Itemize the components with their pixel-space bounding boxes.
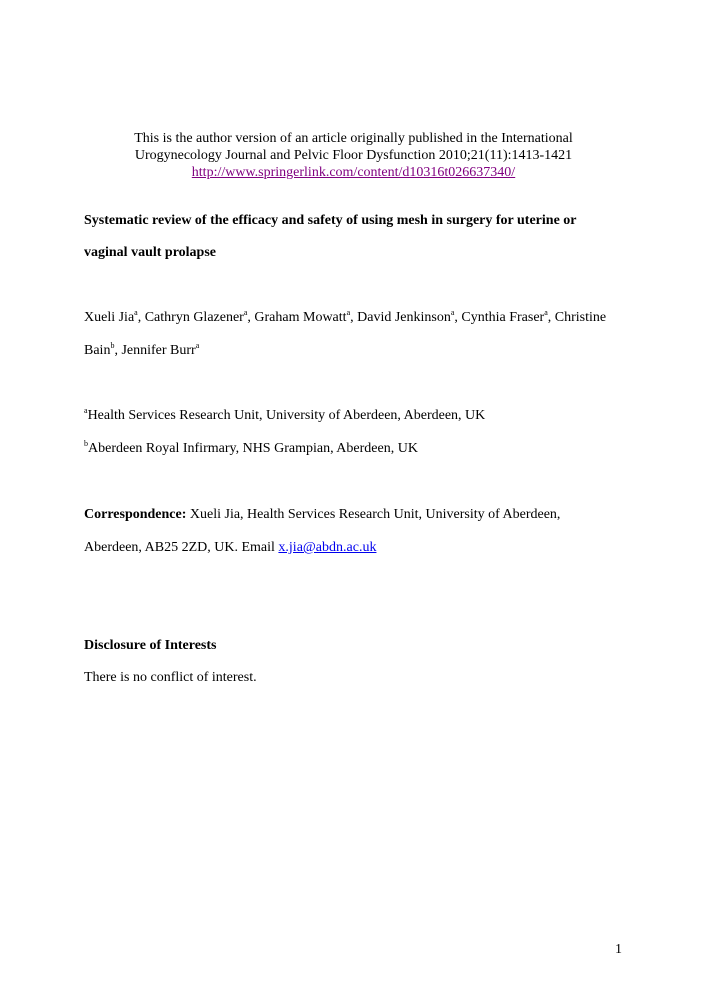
author-name: Xueli Jia — [84, 310, 135, 325]
authors-line-1: Xueli Jia$^a$, Cathryn Glazener$^a$, Graham Mowatt$^a$, David Jenkinson$^a$, Cynthia Fraser$^a$, Christine — [84, 308, 607, 325]
affiliation-text: Aberdeen Royal Infirmary, NHS Grampian, Aberdeen, UK — [88, 441, 418, 456]
authors-line-2: Bain$^b$, Jennifer Burr$^a$ — [84, 341, 200, 358]
email-link[interactable]: x.jia@abdn.ac.uk — [278, 540, 377, 555]
correspondence-line-1 — [84, 507, 560, 523]
author-name: Bain — [84, 343, 111, 358]
author-name: Graham Mowatt — [254, 310, 347, 325]
affiliation-text: Health Services Research Unit, University of Aberdeen, Aberdeen, UK — [87, 408, 486, 423]
author-affiliation-mark: a — [346, 308, 351, 317]
author-affiliation-mark: a — [134, 308, 138, 317]
disclosure-heading: Disclosure of Interests — [84, 638, 217, 653]
author-affiliation-mark: b — [110, 341, 115, 350]
affiliation-mark: b — [84, 439, 88, 448]
author-affiliation-mark: a — [450, 308, 455, 317]
author-affiliation-mark: a — [195, 341, 200, 350]
header-line-2: Urogynecology Journal and Pelvic Floor Dysfunction 2010;21(11):1413-1421 — [134, 148, 573, 163]
disclosure-text: There is no conflict of interest. — [84, 670, 257, 685]
header-url-line — [0, 165, 707, 181]
article-url-link[interactable]: http://www.springerlink.com/content/d10316t026637340/ — [191, 165, 516, 180]
affiliation-a — [84, 408, 485, 424]
correspondence-address-cont: Aberdeen, AB25 2ZD, UK. Email — [84, 540, 279, 555]
author-name: David Jenkinson — [357, 310, 451, 325]
affiliation-mark: a — [84, 406, 88, 415]
author-name: Cathryn Glazener — [144, 310, 244, 325]
author-affiliation-mark: a — [544, 308, 548, 317]
title-line-2: vaginal vault prolapse — [84, 245, 216, 260]
author-name: Jennifer Burr — [121, 343, 196, 358]
title-line-1: Systematic review of the efficacy and safety of using mesh in surgery for uterine or — [84, 213, 577, 228]
correspondence-line-2 — [84, 540, 376, 556]
correspondence-address: Xueli Jia, Health Services Research Unit, University of Aberdeen, — [186, 507, 561, 522]
author-affiliation-mark: a — [243, 308, 248, 317]
page-number: 1 — [615, 942, 622, 957]
correspondence-label: Correspondence: — [84, 507, 187, 522]
affiliation-b — [84, 441, 418, 457]
author-name: Cynthia Fraser — [461, 310, 545, 325]
header-line-1: This is the author version of an article originally published in the International — [134, 131, 573, 146]
